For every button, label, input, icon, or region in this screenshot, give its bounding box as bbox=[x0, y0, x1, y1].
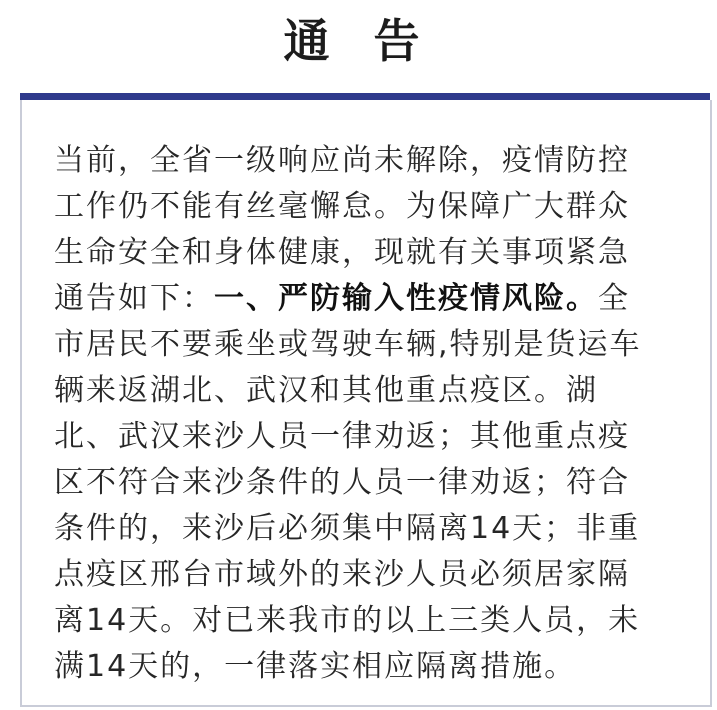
body-line: 市居民不要乘坐或驾驶车辆,特别是货运车 bbox=[54, 327, 642, 362]
body-line-prefix: 通告如下： bbox=[54, 281, 214, 316]
body-line: 工作仍不能有丝毫懈怠。为保障广大群众 bbox=[54, 189, 630, 224]
body-line: 条件的，来沙后必须集中隔离14天；非重 bbox=[54, 511, 641, 546]
body-line: 北、武汉来沙人员一律劝返；其他重点疫 bbox=[54, 419, 630, 454]
body-line: 满14天的，一律落实相应隔离措施。 bbox=[54, 649, 577, 684]
body-line: 当前，全省一级响应尚未解除，疫情防控 bbox=[54, 143, 630, 178]
body-line: 辆来返湖北、武汉和其他重点疫区。湖 bbox=[54, 373, 598, 408]
body-line: 点疫区邢台市域外的来沙人员必须居家隔 bbox=[54, 557, 630, 592]
body-line-suffix: 全 bbox=[598, 281, 630, 316]
section-heading: 一、严防输入性疫情风险。 bbox=[214, 281, 598, 316]
body-line: 生命安全和身体健康，现就有关事项紧急 bbox=[54, 235, 630, 270]
notice-body bbox=[54, 138, 674, 690]
body-line: 离14天。对已来我市的以上三类人员，未 bbox=[54, 603, 641, 638]
notice-title: 通 告 bbox=[283, 14, 434, 68]
title-divider bbox=[20, 93, 710, 100]
body-line-with-heading bbox=[54, 276, 674, 322]
body-line: 区不符合来沙条件的人员一律劝返；符合 bbox=[54, 465, 630, 500]
